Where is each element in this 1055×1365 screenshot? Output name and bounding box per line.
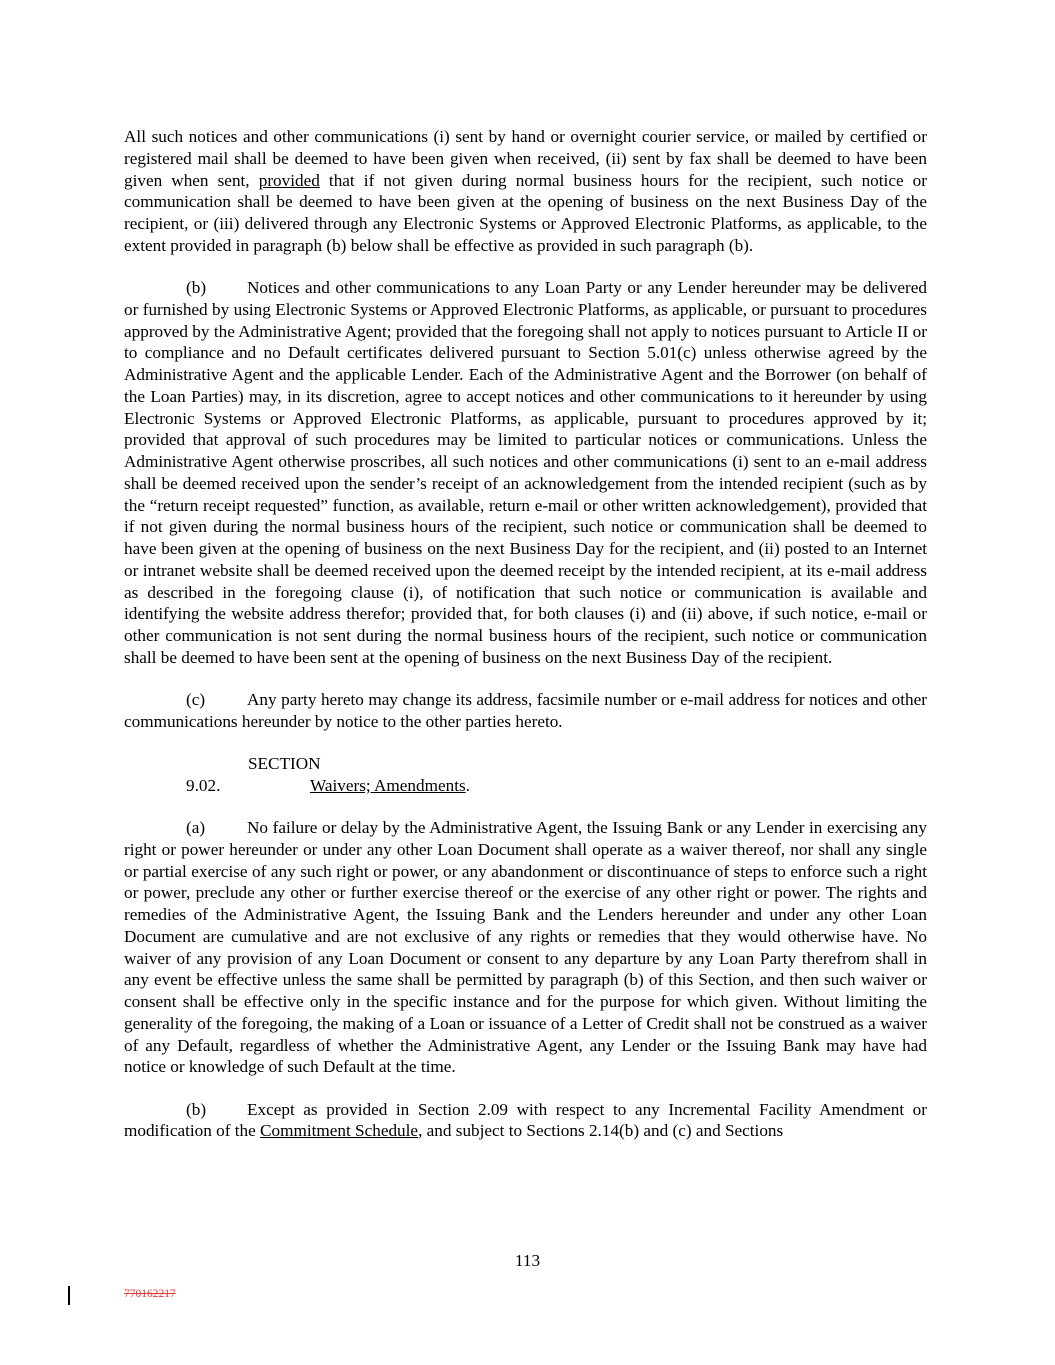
paragraph-a-no-waiver bbox=[124, 817, 927, 1078]
paragraph-text: , and subject to Sections 2.14(b) and (c) and Sections bbox=[418, 1121, 784, 1141]
paragraph-text: that if not given during normal business hours for the recipient, such notice or communication shall be deemed to have been given at the opening of business on the next Business Day of the recipient, or (iii) delivered through any Electronic Systems or Approved Electronic Platforms, as applicable, to the extent provided in paragraph (b) below shall be effective as provided in such paragraph (b). bbox=[124, 170, 927, 255]
revision-change-bar bbox=[68, 1286, 70, 1305]
section-title: Waivers; Amendments bbox=[310, 775, 466, 795]
paragraph-c-address-change bbox=[124, 689, 927, 733]
paragraph-text: No failure or delay by the Administrative Agent, the Issuing Bank or any Lender in exercising any right or power hereunder or under any other Loan Document shall operate as a waiver thereof, nor shall any single or partial exercise of any such right or power, or any abandonment or discontinuance of steps to enforce such a right or power, preclude any other or further exercise thereof or the exercise of any other right or power. The rights and remedies of the Administrative Agent, the Issuing Bank and the Lenders hereunder and under any other Loan Document are cumulative and are not exclusive of any rights or remedies that they would otherwise have. No waiver of any provision of any Loan Document or consent to any departure by any Loan Party therefrom shall in any event be effective unless the same shall be permitted by paragraph (b) of this Section, and then such waiver or consent shall be effective only in the specific instance and for the purpose for which given. Without limiting the generality of the foregoing, the making of a Loan or issuance of a Letter of Credit shall not be construed as a waiver of any Default, regardless of whether the Administrative Agent, any Lender or the Issuing Bank may have had notice or knowledge of such Default at the time. bbox=[124, 818, 927, 1077]
paragraph-label: (a) bbox=[186, 818, 206, 837]
paragraph-label: (b) bbox=[186, 1099, 207, 1119]
paragraph-label: (b) bbox=[186, 278, 207, 297]
paragraph-text: All such notices and other communications (i) sent by hand or overnight courier service, or mailed by certified or registered mail shall be deemed to have been given when received, (ii) sent by fax shall be deemed to have been given when sent, bbox=[124, 127, 927, 190]
document-id: 770162217 bbox=[124, 1288, 176, 1300]
paragraph-text: Except as provided in Section 2.09 with respect to any Incremental Facility Amendment or modification of the bbox=[124, 1099, 927, 1141]
paragraph-b-electronic-notices bbox=[124, 277, 927, 669]
paragraph-notices-continued bbox=[124, 126, 927, 257]
section-heading bbox=[124, 753, 927, 797]
section-number: SECTION 9.02. bbox=[186, 754, 321, 795]
page-number: 113 bbox=[514, 1251, 541, 1270]
section-title-period: . bbox=[465, 775, 470, 795]
document-body bbox=[124, 126, 927, 1142]
underlined-term: provided bbox=[258, 170, 320, 190]
paragraph-text: Any party hereto may change its address, facsimile number or e-mail address for notices and other communications hereunder by notice to the other parties hereto. bbox=[124, 690, 927, 731]
paragraph-text: Notices and other communications to any Loan Party or any Lender hereunder may be delivered or furnished by using Electronic Systems or Approved Electronic Platforms, as applicable, or pursuant to procedures approved by the Administrative Agent; provided that the foregoing shall not apply to notices pursuant to Article II or to compliance and no Default certificates delivered pursuant to Section 5.01(c) unless otherwise agreed by the Administrative Agent and the applicable Lender. Each of the Administrative Agent and the Borrower (on behalf of the Loan Parties) may, in its discretion, agree to accept notices and other communications to it hereunder by using Electronic Systems or Approved Electronic Platforms, as applicable, pursuant to procedures approved by it; provided that approval of such procedures may be limited to particular notices or communications. Unless the Administrative Agent otherwise proscribes, all such notices and other communications (i) sent to an e-mail address shall be deemed received upon the sender’s receipt of an acknowledgement from the intended recipient (such as by the “return receipt requested” function, as available, return e-mail or other written acknowledgement), provided that if not given during the normal business hours of the recipient, such notice or communication shall be deemed to have been given at the opening of business on the next Business Day for the recipient, and (ii) posted to an Internet or intranet website shall be deemed received upon the deemed receipt by the intended recipient, at its e-mail address as described in the foregoing clause (i), of notification that such notice or communication is available and identifying the website address therefor; provided that, for both clauses (i) and (ii) above, if such notice, e-mail or other communication is not sent during the normal business hours of the recipient, such notice or communication shall be deemed to have been sent at the opening of business on the next Business Day of the recipient. bbox=[124, 278, 927, 667]
paragraph-b-amendments bbox=[124, 1099, 927, 1143]
paragraph-label: (c) bbox=[186, 690, 206, 709]
underlined-term: Commitment Schedule bbox=[260, 1121, 419, 1141]
